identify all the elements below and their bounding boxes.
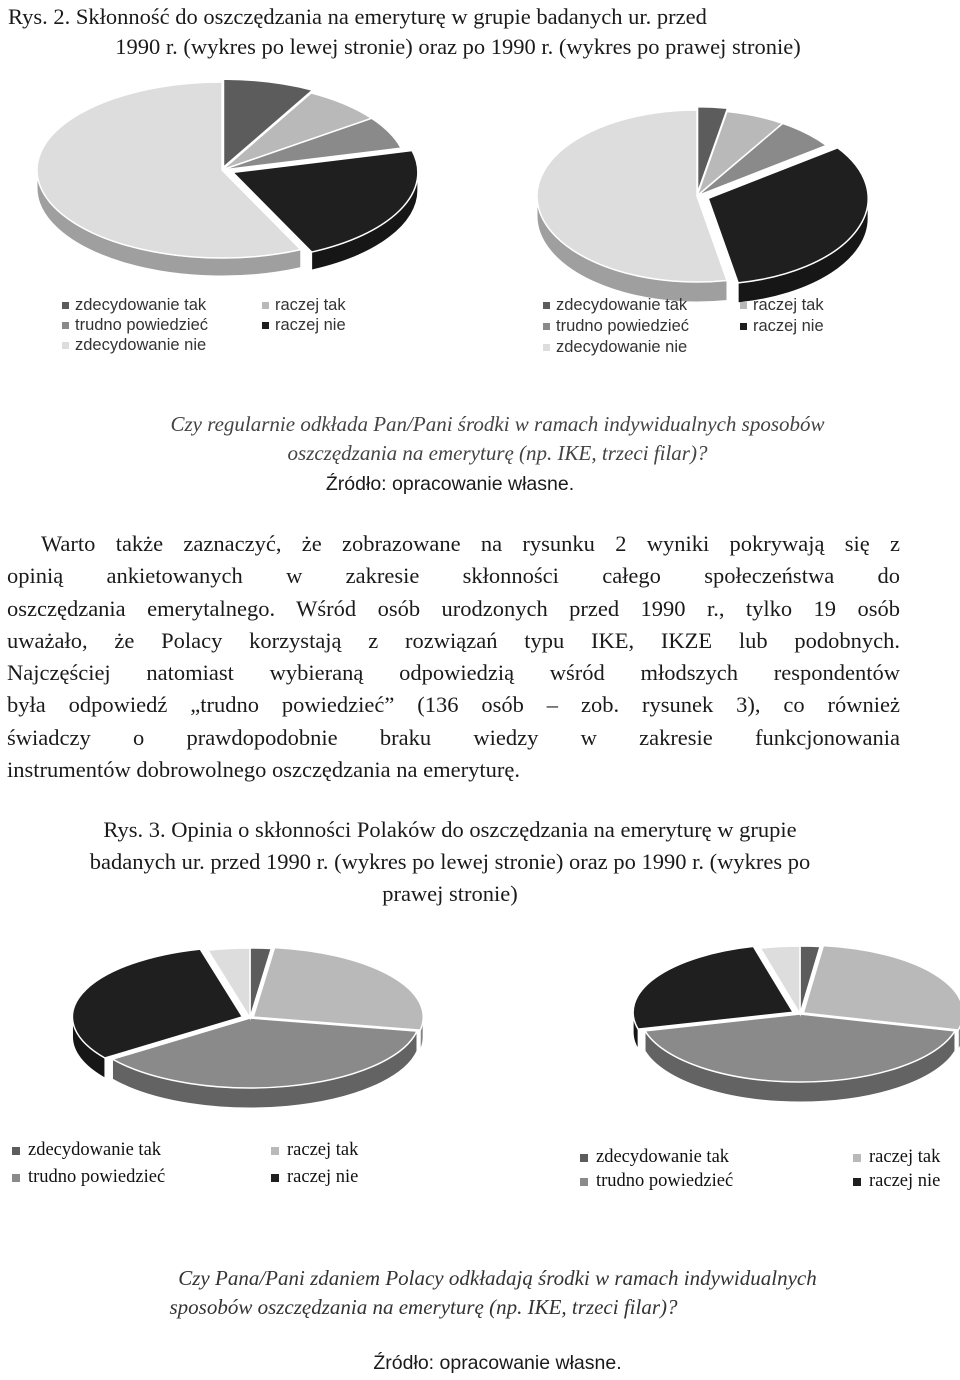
figure-2-question-line-1: Czy regularnie odkłada Pan/Pani środki w ramach indywidualnych sposobów — [170, 412, 825, 436]
legend-label: zdecydowanie nie — [556, 338, 688, 356]
paragraph-line: Najczęściej natomiast wybieraną odpowiedzią wśród młodszych respondentów — [7, 660, 900, 686]
body-paragraph — [7, 528, 900, 786]
paragraph-line: była odpowiedź „trudno powiedzieć” (136 osób – zob. rysunek 3), co również — [7, 692, 900, 718]
legend-swatch — [853, 1178, 861, 1186]
legend-swatch — [12, 1174, 20, 1182]
legend-swatch — [580, 1154, 588, 1162]
figure-3-caption-line-3: prawej stronie) — [382, 881, 518, 906]
figure-3-caption — [0, 814, 900, 910]
legend-item-zdecydowanie-nie — [543, 338, 687, 357]
legend-item-raczej-nie — [853, 1171, 940, 1192]
pie-slice-raczej-tak — [253, 948, 423, 1031]
legend-item-trudno-powiedziec — [543, 317, 689, 336]
legend-item-raczej-tak — [271, 1140, 358, 1161]
figure-3-pies — [0, 930, 960, 1110]
legend-item-zdecydowanie-tak — [62, 296, 206, 315]
figure-2-question-line-2: oszczędzania na emeryturę (np. IKE, trzeci filar)? — [287, 441, 708, 465]
legend-item-raczej-tak — [853, 1147, 940, 1168]
legend-swatch — [543, 302, 550, 309]
paragraph-line: instrumentów dobrowolnego oszczędzania na emeryturę. — [7, 757, 520, 783]
legend-swatch — [62, 322, 69, 329]
legend-label: zdecydowanie tak — [596, 1147, 730, 1167]
legend-label: zdecydowanie nie — [75, 336, 207, 354]
paragraph-line: opinią ankietowanych w zakresie skłonności całego społeczeństwa do — [7, 563, 900, 589]
legend-item-zdecydowanie-tak — [12, 1140, 161, 1161]
legend-label: raczej nie — [275, 316, 346, 334]
legend-item-zdecydowanie-tak — [580, 1147, 729, 1168]
legend-swatch — [62, 302, 69, 309]
paragraph-line: świadczy o prawdopodobnie braku wiedzy w zakresie funkcjonowania — [7, 724, 900, 750]
paragraph-line: Warto także zaznaczyć, że zobrazowane na rysunku 2 wyniki pokrywają się z — [41, 531, 900, 556]
legend-label: zdecydowanie tak — [28, 1140, 162, 1160]
figure-3-question — [0, 1264, 960, 1322]
legend-item-raczej-tak — [740, 296, 824, 315]
legend-item-zdecydowanie-tak — [543, 296, 687, 315]
legend-label: raczej tak — [275, 296, 346, 314]
legend-swatch — [580, 1178, 588, 1186]
figure-3-caption-line-1: Rys. 3. Opinia o skłonności Polaków do oszczędzania na emeryturę w grupie — [103, 817, 797, 842]
figure-2-question — [0, 410, 960, 468]
pie-chart-right-fig2 — [537, 107, 868, 303]
legend-swatch — [740, 302, 747, 309]
legend-label: trudno powiedzieć — [556, 317, 689, 335]
legend-label: raczej nie — [753, 317, 824, 335]
legend-item-raczej-nie — [262, 316, 346, 335]
legend-label: raczej tak — [753, 296, 824, 314]
legend-label: zdecydowanie tak — [75, 296, 207, 314]
legend-swatch — [271, 1147, 279, 1155]
legend-item-zdecydowanie-nie — [62, 336, 206, 355]
legend-swatch — [262, 302, 269, 309]
legend-swatch — [740, 323, 747, 330]
legend-label: raczej nie — [287, 1167, 359, 1187]
legend-swatch — [853, 1154, 861, 1162]
legend-label: raczej tak — [287, 1140, 359, 1160]
legend-label: trudno powiedzieć — [596, 1171, 734, 1191]
legend-swatch — [543, 323, 550, 330]
figure-3-caption-line-2: badanych ur. przed 1990 r. (wykres po lewej stronie) oraz po 1990 r. (wykres po — [89, 849, 811, 874]
pie-chart-left-fig3 — [72, 948, 423, 1108]
legend-item-raczej-nie — [740, 317, 824, 336]
pie-chart-right-fig3 — [633, 946, 960, 1102]
legend-swatch — [12, 1147, 20, 1155]
legend-label: raczej tak — [869, 1147, 941, 1167]
legend-label: trudno powiedzieć — [75, 316, 208, 334]
figure-2-caption-line-1: Rys. 2. Skłonność do oszczędzania na emeryturę w grupie badanych ur. przed — [8, 4, 707, 29]
legend-swatch — [62, 342, 69, 349]
legend-item-raczej-nie — [271, 1167, 358, 1188]
figure-2-source: Źródło: opracowanie własne. — [325, 473, 575, 495]
legend-swatch — [262, 322, 269, 329]
figure-3-source: Źródło: opracowanie własne. — [373, 1352, 622, 1374]
figure-3-question-line-1: Czy Pana/Pani zdaniem Polacy odkładają środki w ramach indywidualnych — [178, 1266, 817, 1290]
legend-item-trudno-powiedziec — [580, 1171, 733, 1192]
legend-label: zdecydowanie tak — [556, 296, 688, 314]
paragraph-line: uważało, że Polacy korzystają z rozwiązań typu IKE, IKZE lub podobnych. — [7, 627, 900, 653]
figure-2-caption — [8, 2, 948, 62]
paragraph-line: oszczędzania emerytalnego. Wśród osób urodzonych przed 1990 r., tylko 19 osób — [7, 595, 900, 621]
legend-label: raczej nie — [869, 1171, 941, 1191]
legend-item-trudno-powiedziec — [62, 316, 208, 335]
legend-item-trudno-powiedziec — [12, 1167, 165, 1188]
figure-3-question-line-2: sposobów oszczędzania na emeryturę (np. IKE, trzeci filar)? — [169, 1295, 678, 1319]
legend-item-raczej-tak — [262, 296, 346, 315]
legend-label: trudno powiedzieć — [28, 1167, 166, 1187]
figure-2-caption-line-2: 1990 r. (wykres po lewej stronie) oraz po 1990 r. (wykres po prawej stronie) — [115, 34, 801, 59]
legend-swatch — [543, 344, 550, 351]
legend-swatch — [271, 1174, 279, 1182]
pie-chart-left-fig2 — [37, 80, 418, 276]
